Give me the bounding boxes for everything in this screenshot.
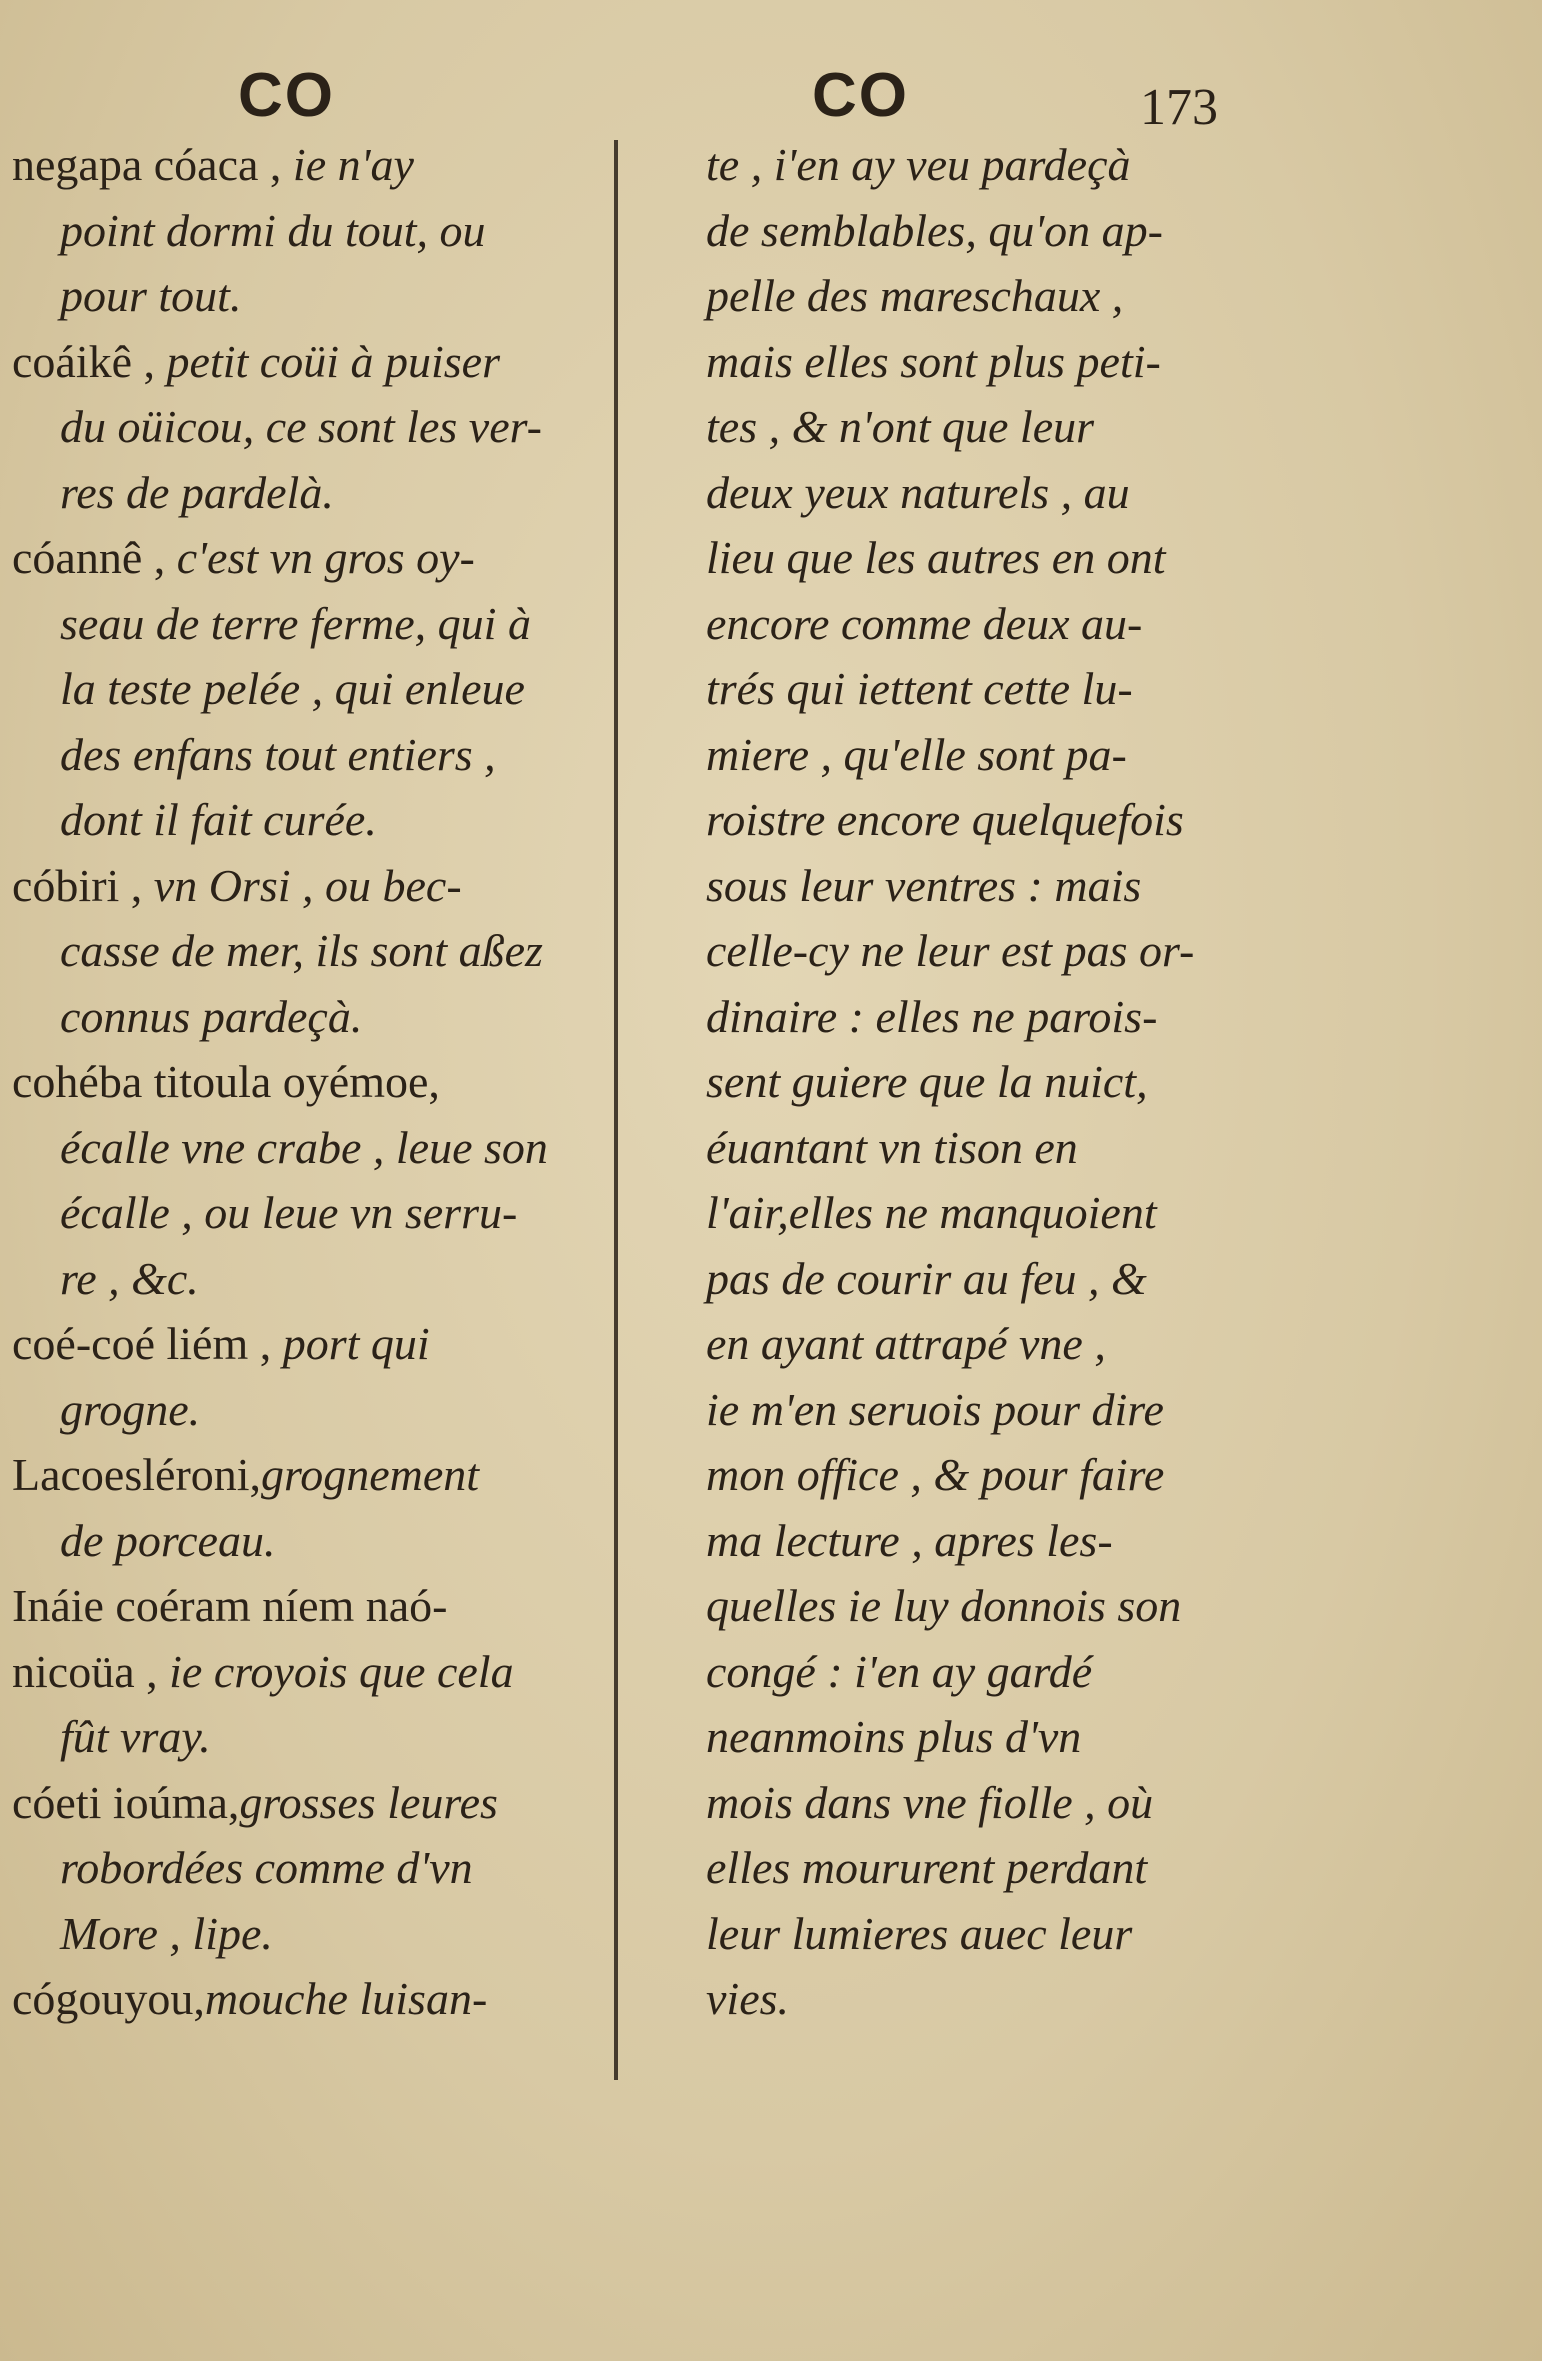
running-head-right: CO xyxy=(812,61,909,130)
text-line xyxy=(12,263,572,329)
gloss: res de pardelà. xyxy=(60,466,334,518)
column-divider xyxy=(614,140,618,2080)
gloss: grognement xyxy=(261,1449,480,1500)
text-line: pas de courir au feu , & xyxy=(706,1252,1147,1304)
text-line: mon office , & pour faire xyxy=(706,1449,1165,1500)
headword: coáikê , xyxy=(12,335,167,387)
gloss: casse de mer, ils sont aßez xyxy=(60,925,543,976)
gloss: fût vray. xyxy=(60,1711,211,1762)
text-line xyxy=(12,1442,572,1508)
gloss: seau de terre ferme, qui à xyxy=(60,597,531,649)
text-line: roistre encore quelquefois xyxy=(706,794,1184,845)
text-line xyxy=(12,1508,572,1574)
text-line: sent guiere que la nuict, xyxy=(706,1056,1148,1107)
text-line xyxy=(12,722,572,788)
text-line xyxy=(12,1639,572,1705)
headword: nicoüa , xyxy=(12,1645,170,1697)
gloss: dont il fait curée. xyxy=(60,794,377,845)
text-line xyxy=(12,1311,572,1377)
text-line: te , i'en ay veu pardeçà xyxy=(706,139,1131,190)
text-line xyxy=(12,1770,572,1836)
text-line: dinaire : elles ne parois- xyxy=(706,990,1158,1042)
gloss: connus pardeçà. xyxy=(60,990,363,1042)
gloss: grogne. xyxy=(60,1383,201,1435)
gloss: ie croyois que cela xyxy=(169,1645,514,1697)
running-head-left: CO xyxy=(238,61,335,130)
text-line xyxy=(12,1573,572,1639)
text-line xyxy=(12,525,572,591)
text-line: ie m'en seruois pour dire xyxy=(706,1383,1164,1435)
text-line xyxy=(12,1049,572,1115)
text-line: mois dans vne fiolle , où xyxy=(706,1776,1154,1828)
headword: coé-coé liém , xyxy=(12,1318,283,1369)
text-line xyxy=(12,656,572,722)
text-line: neanmoins plus d'vn xyxy=(706,1711,1082,1762)
text-line xyxy=(12,1966,572,2032)
text-line: miere , qu'elle sont pa- xyxy=(706,728,1127,780)
gloss: ie n'ay xyxy=(292,139,414,190)
text-line xyxy=(12,1835,572,1901)
text-line xyxy=(12,394,572,460)
text-line: elles moururent perdant xyxy=(706,1842,1148,1893)
headword: cóeti ioúma, xyxy=(12,1776,240,1828)
text-line: celle-cy ne leur est pas or- xyxy=(706,925,1195,976)
gloss: la teste pelée , qui enleue xyxy=(60,663,525,714)
text-line xyxy=(12,591,572,657)
text-line xyxy=(12,460,572,526)
gloss: port qui xyxy=(282,1318,430,1369)
gloss: grosses leures xyxy=(239,1776,498,1828)
headword: cohéba titoula oyémoe, xyxy=(12,1056,440,1107)
left-column xyxy=(12,132,572,2032)
headword: cóbiri , xyxy=(12,859,154,911)
gloss: mouche luisan- xyxy=(204,1973,488,2024)
headword: Ináie coéram níem naó- xyxy=(12,1580,448,1631)
text-line: encore comme deux au- xyxy=(706,597,1143,649)
right-column xyxy=(706,132,1246,2032)
text-line xyxy=(12,1704,572,1770)
gloss: c'est vn gros oy- xyxy=(176,532,475,583)
text-line: de semblables, qu'on ap- xyxy=(706,204,1163,256)
text-line: sous leur ventres : mais xyxy=(706,859,1142,911)
text-line xyxy=(12,787,572,853)
gloss: écalle , ou leue vn serru- xyxy=(60,1187,518,1238)
text-line: trés qui iettent cette lu- xyxy=(706,663,1133,714)
text-line: lieu que les autres en ont xyxy=(706,532,1166,583)
text-line: éuantant vn tison en xyxy=(706,1121,1078,1173)
text-line xyxy=(12,853,572,919)
gloss: de porceau. xyxy=(60,1514,276,1566)
gloss: des enfans tout entiers , xyxy=(60,728,496,780)
headword: cóannê , xyxy=(12,532,177,583)
text-line xyxy=(12,1377,572,1443)
gloss: More , lipe. xyxy=(60,1907,273,1959)
gloss: point dormi du tout, ou xyxy=(60,204,486,256)
text-line: leur lumieres auec leur xyxy=(706,1907,1133,1959)
text-line xyxy=(12,1246,572,1312)
gloss: écalle vne crabe , leue son xyxy=(60,1121,548,1173)
gloss: pour tout. xyxy=(60,270,242,321)
text-line: deux yeux naturels , au xyxy=(706,466,1130,518)
text-line xyxy=(12,918,572,984)
text-line: pelle des mareschaux , xyxy=(706,270,1124,321)
text-line xyxy=(12,1115,572,1181)
text-line: quelles ie luy donnois son xyxy=(706,1580,1182,1631)
text-line: tes , & n'ont que leur xyxy=(706,401,1095,452)
text-line: l'air,elles ne manquoient xyxy=(706,1187,1157,1238)
gloss: du oüicou, ce sont les ver- xyxy=(60,401,542,452)
text-line xyxy=(12,329,572,395)
text-line: en ayant attrapé vne , xyxy=(706,1318,1106,1369)
text-line xyxy=(12,1180,572,1246)
text-line xyxy=(12,1901,572,1967)
gloss: petit coüi à puiser xyxy=(166,335,500,387)
gloss: vn Orsi , ou bec- xyxy=(153,859,462,911)
text-line: congé : i'en ay gardé xyxy=(706,1645,1093,1697)
headword: Lacoesléroni, xyxy=(12,1449,262,1500)
text-line xyxy=(12,984,572,1050)
text-line xyxy=(12,132,572,198)
page-number: 173 xyxy=(1140,79,1218,136)
text-line: mais elles sont plus peti- xyxy=(706,335,1161,387)
headword: cógouyou, xyxy=(12,1973,205,2024)
gloss: re , &c. xyxy=(60,1252,199,1304)
text-line: ma lecture , apres les- xyxy=(706,1514,1113,1566)
gloss: robordées comme d'vn xyxy=(60,1842,473,1893)
text-line: vies. xyxy=(706,1973,790,2024)
text-line xyxy=(12,198,572,264)
headword: negapa cóaca , xyxy=(12,139,293,190)
